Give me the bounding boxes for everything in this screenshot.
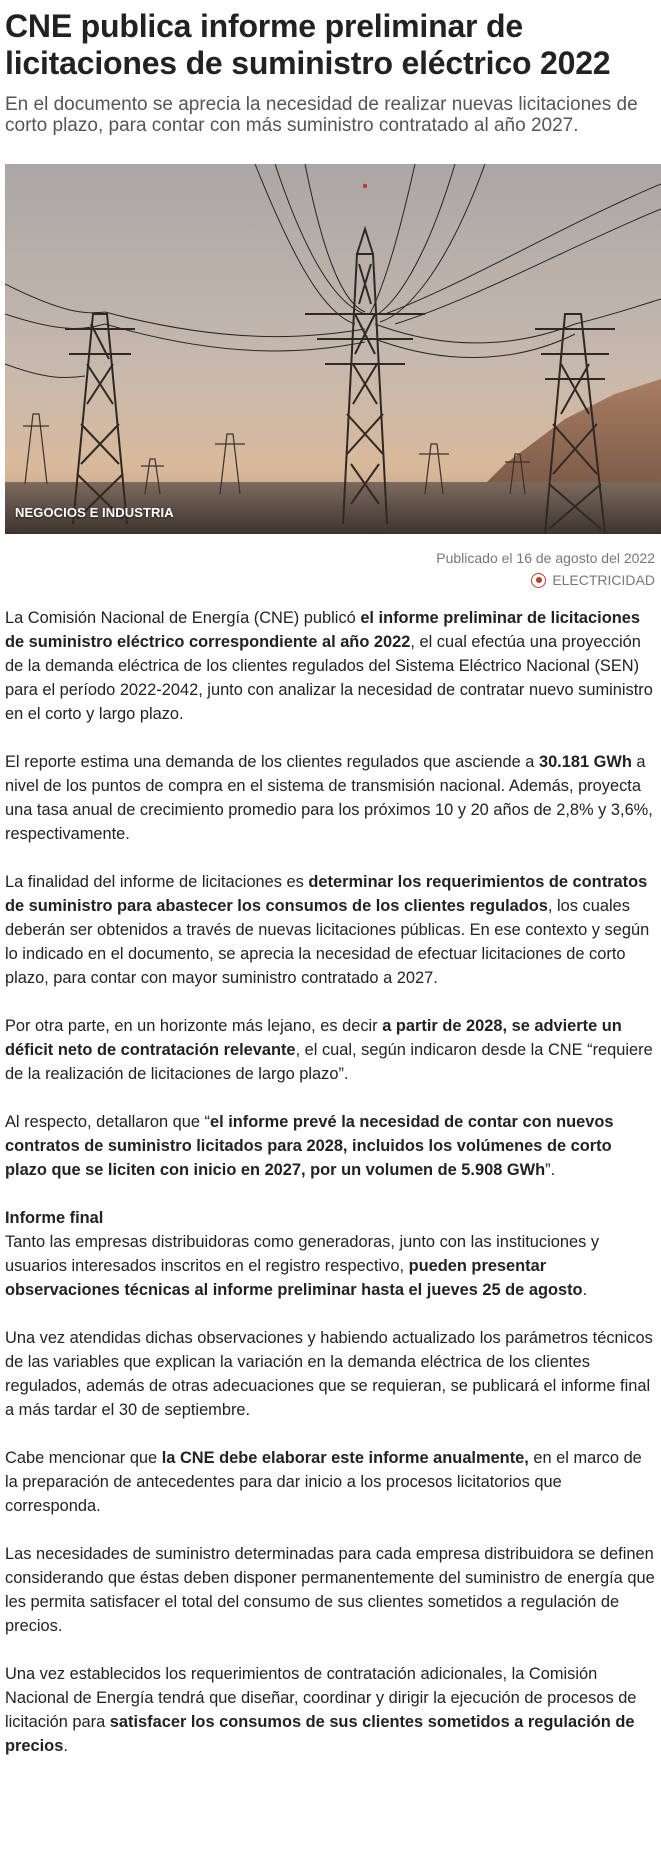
text-segment: El reporte estima una demanda de los clientes regulados que asciende a	[5, 753, 539, 771]
bold-text: a partir de 2028, se advierte un déficit neto de contratación relevante	[5, 1017, 622, 1059]
bold-text: Informe final	[5, 1209, 104, 1227]
bold-text: el informe preliminar de licitaciones de suministro eléctrico correspondiente al año 2022	[5, 609, 640, 651]
paragraph	[5, 1014, 656, 1086]
text-segment: a nivel de los puntos de compra en el sistema de transmisión nacional. Además, proyecta una tasa anual de crecimiento promedio para los próximos 10 y 20 años de 2,8% y 3,6%, respectivamente.	[5, 753, 653, 843]
paragraph	[5, 1326, 656, 1422]
paragraph	[5, 750, 656, 846]
text-segment: Por otra parte, en un horizonte más lejano, es decir	[5, 1017, 383, 1035]
text-segment: .	[582, 1281, 588, 1299]
paragraph	[5, 1542, 656, 1638]
article-title: CNE publica informe preliminar de licitaciones de suministro eléctrico 2022	[5, 8, 611, 81]
text-segment: Las necesidades de suministro determinadas para cada empresa distribuidora se definen considerando que éstas deben disponer permanentemente del suministro de energía que les permita satisfacer el total del consumo de sus clientes sometidos a regulación de precios.	[5, 1545, 655, 1635]
text-segment: La Comisión Nacional de Energía (CNE) publicó	[5, 609, 361, 627]
text-segment: , los cuales deberán ser obtenidos a través de nuevas licitaciones públicas. En ese contexto y según lo indicado en el documento, se aprecia la necesidad de efectuar licitaciones de corto plazo, para contar con mayor suministro contratado a 2027.	[5, 897, 650, 987]
paragraph	[5, 870, 656, 990]
bold-text: satisfacer los consumos de sus clientes sometidos a regulación de precios	[5, 1713, 635, 1755]
paragraph	[5, 1446, 656, 1518]
text-segment: Una vez atendidas dichas observaciones y habiendo actualizado los parámetros técnicos de las variables que explican la variación en la demanda eléctrica de los clientes regulados, además de otras adecuaciones que se requieran, se publicará el informe final a más tardar el 30 de septiembre.	[5, 1329, 653, 1419]
text-segment: en el marco de la preparación de antecedentes para dar inicio a los procesos licitatorios que corresponda.	[5, 1449, 642, 1515]
hero-image	[5, 164, 661, 534]
text-segment: .	[63, 1737, 68, 1755]
category-link[interactable]	[5, 571, 655, 589]
text-segment: , el cual, según indicaron desde la CNE “requiere de la realización de licitaciones de largo plazo”.	[5, 1041, 653, 1083]
paragraph	[5, 606, 656, 726]
image-section-tag[interactable]: NEGOCIOS E INDUSTRIA	[15, 505, 174, 520]
paragraph	[5, 1662, 656, 1758]
paragraph	[5, 1206, 656, 1302]
bold-text: el informe prevé la necesidad de contar con nuevos contratos de suministro licitados para 2028, incluidos los volúmenes de corto plazo que se liciten con inicio en 2027, por un volumen de 5.908 GWh	[5, 1113, 614, 1179]
article-subtitle: En el documento se aprecia la necesidad de realizar nuevas licitaciones de corto plazo, para contar con más suministro contratado al año 2027.	[5, 94, 638, 136]
text-segment: Una vez establecidos los requerimientos de contratación adicionales, la Comisión Nacional de Energía tendrá que diseñar, coordinar y dirigir la ejecución de procesos de licitación para	[5, 1665, 637, 1731]
bold-text: pueden presentar observaciones técnicas al informe preliminar hasta el jueves 25 de agosto	[5, 1257, 583, 1299]
bold-text: la CNE debe elaborar este informe anualmente,	[161, 1449, 529, 1467]
article-body	[5, 606, 656, 1758]
category-label: ELECTRICIDAD	[552, 572, 655, 588]
target-icon	[531, 573, 546, 588]
article-meta	[5, 549, 656, 589]
text-segment: La finalidad del informe de licitaciones es	[5, 873, 309, 891]
bold-text: 30.181 GWh	[538, 753, 632, 771]
text-segment: ”.	[545, 1161, 556, 1179]
bold-text: determinar los requerimientos de contratos de suministro para abastecer los consumos de los clientes regulados	[5, 873, 648, 915]
text-segment: Cabe mencionar que	[5, 1449, 162, 1467]
paragraph	[5, 1110, 656, 1182]
publish-date: Publicado el 16 de agosto del 2022	[436, 550, 655, 566]
power-lines-photo	[5, 164, 661, 534]
text-segment: , el cual efectúa una proyección de la demanda eléctrica de los clientes regulados del Sistema Eléctrico Nacional (SEN) para el período 2022-2042, junto con analizar la necesidad de contratar nuevo suministro en el corto y largo plazo.	[5, 633, 653, 723]
text-segment: Tanto las empresas distribuidoras como generadoras, junto con las instituciones y usuarios interesados inscritos en el registro respectivo,	[5, 1233, 600, 1275]
text-segment: Al respecto, detallaron que “	[5, 1113, 211, 1131]
